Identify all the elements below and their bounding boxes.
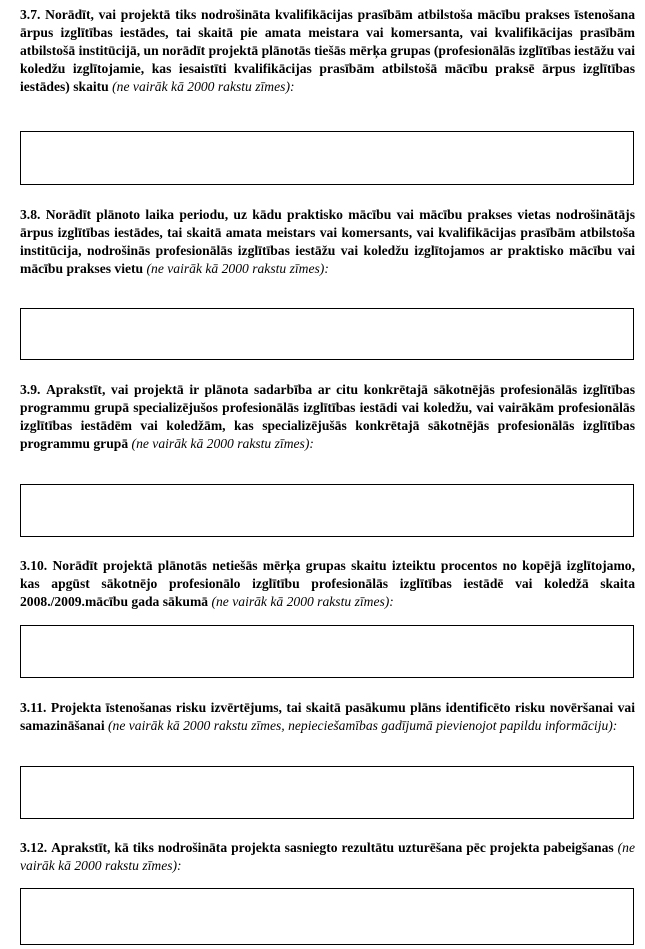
- question-note: (ne vairāk kā 2000 rakstu zīmes):: [20, 840, 636, 873]
- question-number: 3.12.: [20, 840, 48, 855]
- question-3-10: [20, 557, 635, 611]
- answer-field-3-10[interactable]: [20, 625, 634, 678]
- question-3-11: [20, 699, 635, 735]
- question-text: Norādīt projektā plānotās netiešās mērķa grupas skaitu izteiktu procentos no kopējā izglītojamo, kas apgūst sākotnējo profesionālo izglītību profesionālās izglītības iestādē vai koledžā skaita 2008./2009.mācību gada sākumā: [20, 558, 635, 609]
- answer-field-3-12[interactable]: [20, 888, 634, 945]
- question-3-8: [20, 206, 635, 278]
- question-text: Aprakstīt, kā tiks nodrošināta projekta sasniegto rezultātu uzturēšana pēc projekta pabeigšanas: [51, 840, 614, 855]
- question-note: (ne vairāk kā 2000 rakstu zīmes, nepieciešamības gadījumā pievienojot papildu informāciju):: [108, 718, 618, 733]
- question-number: 3.8.: [20, 207, 41, 222]
- question-3-12: [20, 839, 635, 875]
- answer-field-3-7[interactable]: [20, 131, 634, 185]
- question-text: Projekta īstenošanas risku izvērtējums, tai skaitā pasākumu plāns identificēto risku novēršanai vai samazināšanai: [20, 700, 635, 733]
- question-text: Norādīt plānoto laika periodu, uz kādu praktisko mācību vai mācību prakses vietas nodrošinātājs ārpus izglītības iestādes, tai skaitā amata meistars vai komersants, vai kvalifikācijas prasībām atbilstoša institūcija, nodrošinās profesionālās izglītības iestāžu vai koledžu izglītojamos ar praktisko mācību vai mācību prakses vietu: [20, 207, 635, 276]
- question-number: 3.10.: [20, 558, 48, 573]
- question-text: Aprakstīt, vai projektā ir plānota sadarbība ar citu konkrētajā sākotnējās profesionālās izglītības programmu grupā specializējušos profesionālās izglītības iestādi vai koledžu, vai vairākām profesionālās izglītības iestādēm vai koledžām, kas specializējušās konkrētajā sākotnējās profesionālās izglītības programmu grupā: [20, 382, 635, 451]
- question-number: 3.7.: [20, 7, 41, 22]
- question-note: (ne vairāk kā 2000 rakstu zīmes):: [211, 594, 394, 609]
- question-note: (ne vairāk kā 2000 rakstu zīmes):: [131, 436, 314, 451]
- question-text: Norādīt, vai projektā tiks nodrošināta kvalifikācijas prasībām atbilstoša mācību prakses īstenošana ārpus izglītības iestādes, tai skaitā pie amata meistara vai komersanta, vai kvalifikācijas prasībām atbilstošā institūcijā, un norādīt projektā plānotās tiešās mērķa grupas (profesionālās izglītības iestāžu vai koledžu izglītojamie, kas iesaistīti kvalifikācijas prasībām atbilstošā mācību praksē ārpus izglītības iestādes) skaitu: [20, 7, 635, 94]
- question-note: (ne vairāk kā 2000 rakstu zīmes):: [146, 261, 329, 276]
- question-3-9: [20, 381, 635, 453]
- question-note: (ne vairāk kā 2000 rakstu zīmes):: [112, 79, 295, 94]
- answer-field-3-11[interactable]: [20, 766, 634, 819]
- question-number: 3.9.: [20, 382, 41, 397]
- answer-field-3-8[interactable]: [20, 308, 634, 360]
- answer-field-3-9[interactable]: [20, 484, 634, 537]
- question-3-7: [20, 6, 635, 96]
- question-number: 3.11.: [20, 700, 47, 715]
